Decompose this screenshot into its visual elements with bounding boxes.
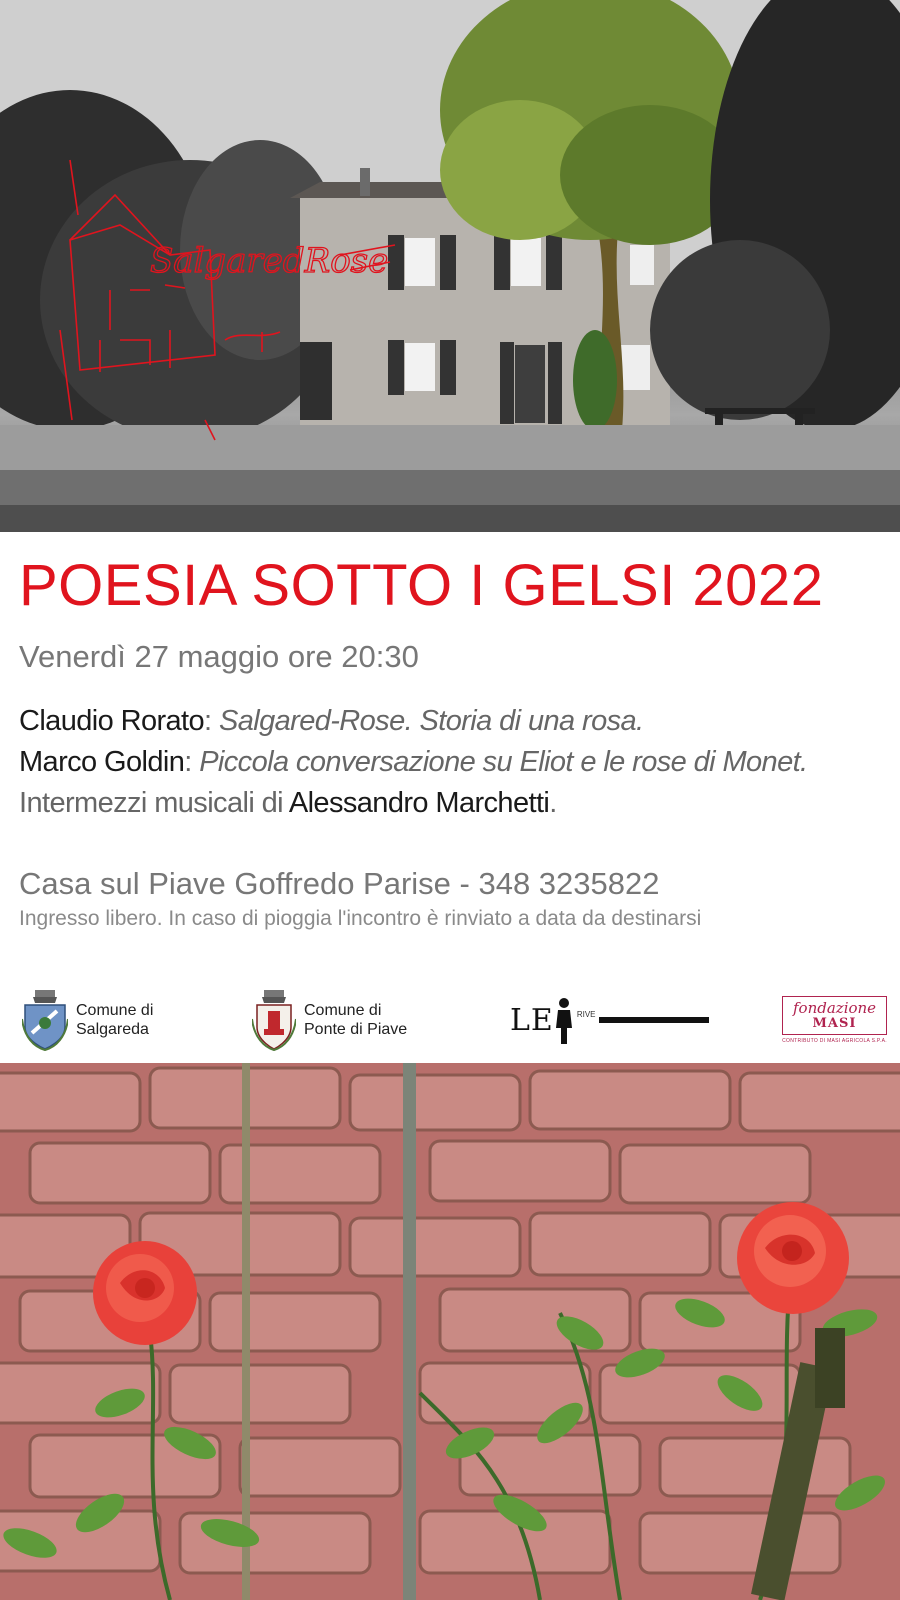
music-prefix: Intermezzi musicali di (19, 787, 289, 819)
event-program (19, 701, 808, 824)
footer-photo (0, 1063, 900, 1600)
music-line (19, 783, 808, 824)
separator: : (204, 705, 219, 737)
rose-left (93, 1241, 197, 1345)
masi-frame (782, 996, 887, 1035)
svg-text:SalgaredRose: SalgaredRose (150, 241, 389, 281)
logo-line: Ponte di Piave (304, 1021, 408, 1038)
masi-sub: CONTRIBUTO DI MASI AGRICOLA S.P.A. (782, 1038, 887, 1044)
music-suffix: . (549, 787, 557, 819)
entry-note: Ingresso libero. In caso di pioggia l'incontro è rinviato a data da destinarsi (19, 907, 702, 930)
musician-name: Alessandro Marchetti (288, 787, 550, 819)
venue-contact: Casa sul Piave Goffredo Parise - 348 3235822 (19, 866, 660, 901)
talk-title: Salgared-Rose. Storia di una rosa. (218, 705, 644, 737)
event-datetime: Venerdì 27 maggio ore 20:30 (19, 639, 419, 674)
separator: : (184, 746, 200, 778)
logo-line: Comune di (76, 1002, 154, 1019)
event-title: POESIA SOTTO I GELSI 2022 (19, 553, 824, 618)
le-rive-logo (554, 996, 574, 1044)
le-rive-bar (599, 1016, 709, 1024)
rose-right (737, 1202, 849, 1314)
house-illustration (0, 0, 900, 532)
le-rive-word: LE (510, 1002, 554, 1038)
program-line (19, 701, 808, 742)
logo-le-rive (510, 985, 709, 1055)
speaker-name: Claudio Rorato (19, 705, 205, 737)
roses-illustration (0, 1063, 900, 1600)
header-photo (0, 0, 900, 532)
salgareda-crest-icon (22, 989, 68, 1051)
le-rive-sub: RIVE (576, 1009, 596, 1019)
logo-line: Salgareda (76, 1021, 149, 1038)
logo-comune-ponte-di-piave (252, 985, 407, 1055)
masi-line: MASI (812, 1016, 857, 1031)
speaker-name: Marco Goldin (19, 746, 185, 778)
logo-fondazione-masi (782, 985, 887, 1055)
logo-strip (0, 985, 900, 1063)
masi-line: fondazione (793, 999, 877, 1017)
logo-comune-salgareda (22, 985, 153, 1055)
logo-line: Comune di (304, 1002, 382, 1019)
ponte-crest-icon (252, 989, 296, 1051)
talk-title: Piccola conversazione su Eliot e le rose di Monet. (199, 746, 808, 778)
program-line (19, 742, 808, 783)
